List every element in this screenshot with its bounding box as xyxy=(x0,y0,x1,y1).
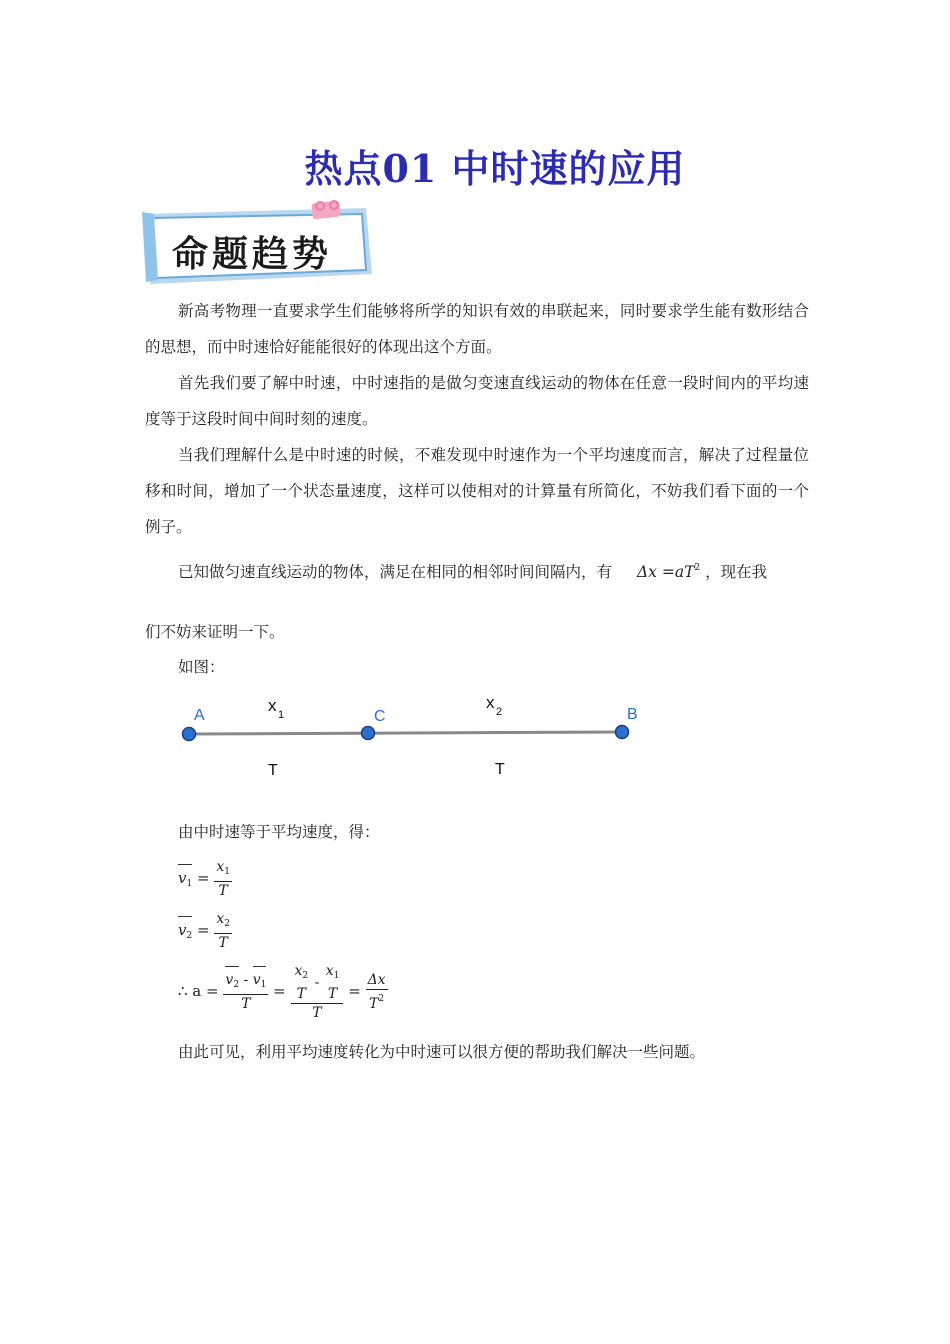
squared: 2 xyxy=(694,563,701,573)
eq-sign: = xyxy=(661,563,675,581)
time-label-1: T xyxy=(268,762,278,779)
a-t: aT xyxy=(674,563,695,581)
segment-x1-sub: 1 xyxy=(278,709,285,721)
eq-sign: = xyxy=(197,869,210,887)
eq-sign: = xyxy=(206,982,219,1000)
point-b-dot xyxy=(616,726,629,739)
eq-sign: = xyxy=(348,982,361,1000)
point-c-label: C xyxy=(374,708,386,725)
equation-v2 xyxy=(178,910,232,952)
fraction-delta-x-over-t2: $\frac{\Delta x}{T^2}$ xyxy=(367,972,386,1012)
eq-sign: = xyxy=(273,982,286,1000)
paragraph-7: 由此可见，利用平均速度转化为中时速可以很方便的帮助我们解决一些问题。 xyxy=(178,1043,706,1061)
time-label-2: T xyxy=(495,761,505,778)
eq-sign: = xyxy=(197,921,210,939)
segment-x1-label: x xyxy=(268,696,277,715)
point-a-dot xyxy=(183,728,196,741)
paragraph-5: 如图： xyxy=(178,658,225,676)
equation-acceleration xyxy=(178,962,388,1022)
page-title: 热点01 中时速的应用 xyxy=(304,146,686,191)
motion-diagram xyxy=(170,690,650,785)
delta-x: Δx xyxy=(636,563,657,581)
point-c-dot xyxy=(362,727,375,740)
paragraph-4-start: 已知做匀速直线运动的物体，满足在相同的相邻时间间隔内，有 xyxy=(178,563,613,581)
fraction-x2-over-t: $\frac{x_2}{T}$ xyxy=(216,911,230,951)
paragraph-2: 首先我们要了解中时速，中时速指的是做匀变速直线运动的物体在任意一段时间内的平均速度等于这段时间中间时刻的速度。 xyxy=(145,374,809,428)
therefore-a: ∴ a xyxy=(178,982,202,1000)
v1-symbol: $v_1$ xyxy=(178,869,193,889)
fraction-x1-over-t: $\frac{x_1}{T}$ xyxy=(216,859,230,899)
motion-line xyxy=(189,732,622,734)
fraction-x-diff: $x_2$ T - $x_1$ T T xyxy=(291,962,344,1022)
v2-symbol: $v_2$ xyxy=(178,921,193,941)
paragraph-4-line xyxy=(178,560,767,582)
segment-x2-label: x xyxy=(486,693,495,712)
paragraph-1: 新高考物理一直要求学生们能够将所学的知识有效的串联起来，同时要求学生能有数形结合的思想，而中时速恰好能能很好的体现出这个方面。 xyxy=(145,302,809,356)
paragraph-4-cont: 们不妨来证明一下。 xyxy=(145,623,285,641)
banner-title: 命题趋势 xyxy=(172,233,333,275)
paragraph-4-end: ，现在我 xyxy=(705,563,768,581)
formula-delta-x xyxy=(637,563,705,581)
point-a-label: A xyxy=(194,707,205,724)
paragraph-3: 当我们理解什么是中时速的时候，不难发现中时速作为一个平均速度而言，解决了过程量位移和时间，增加了一个状态量速度，这样可以使相对的计算量有所简化，不妨我们看下面的一个例子。 xyxy=(145,446,809,536)
equation-v1 xyxy=(178,858,232,900)
fraction-v-diff: $\frac{v_2 - v_1}{T}$ xyxy=(225,972,267,1012)
point-b-label: B xyxy=(627,706,638,723)
segment-x2-sub: 2 xyxy=(496,706,503,718)
paragraph-6: 由中时速等于平均速度，得： xyxy=(178,823,380,841)
